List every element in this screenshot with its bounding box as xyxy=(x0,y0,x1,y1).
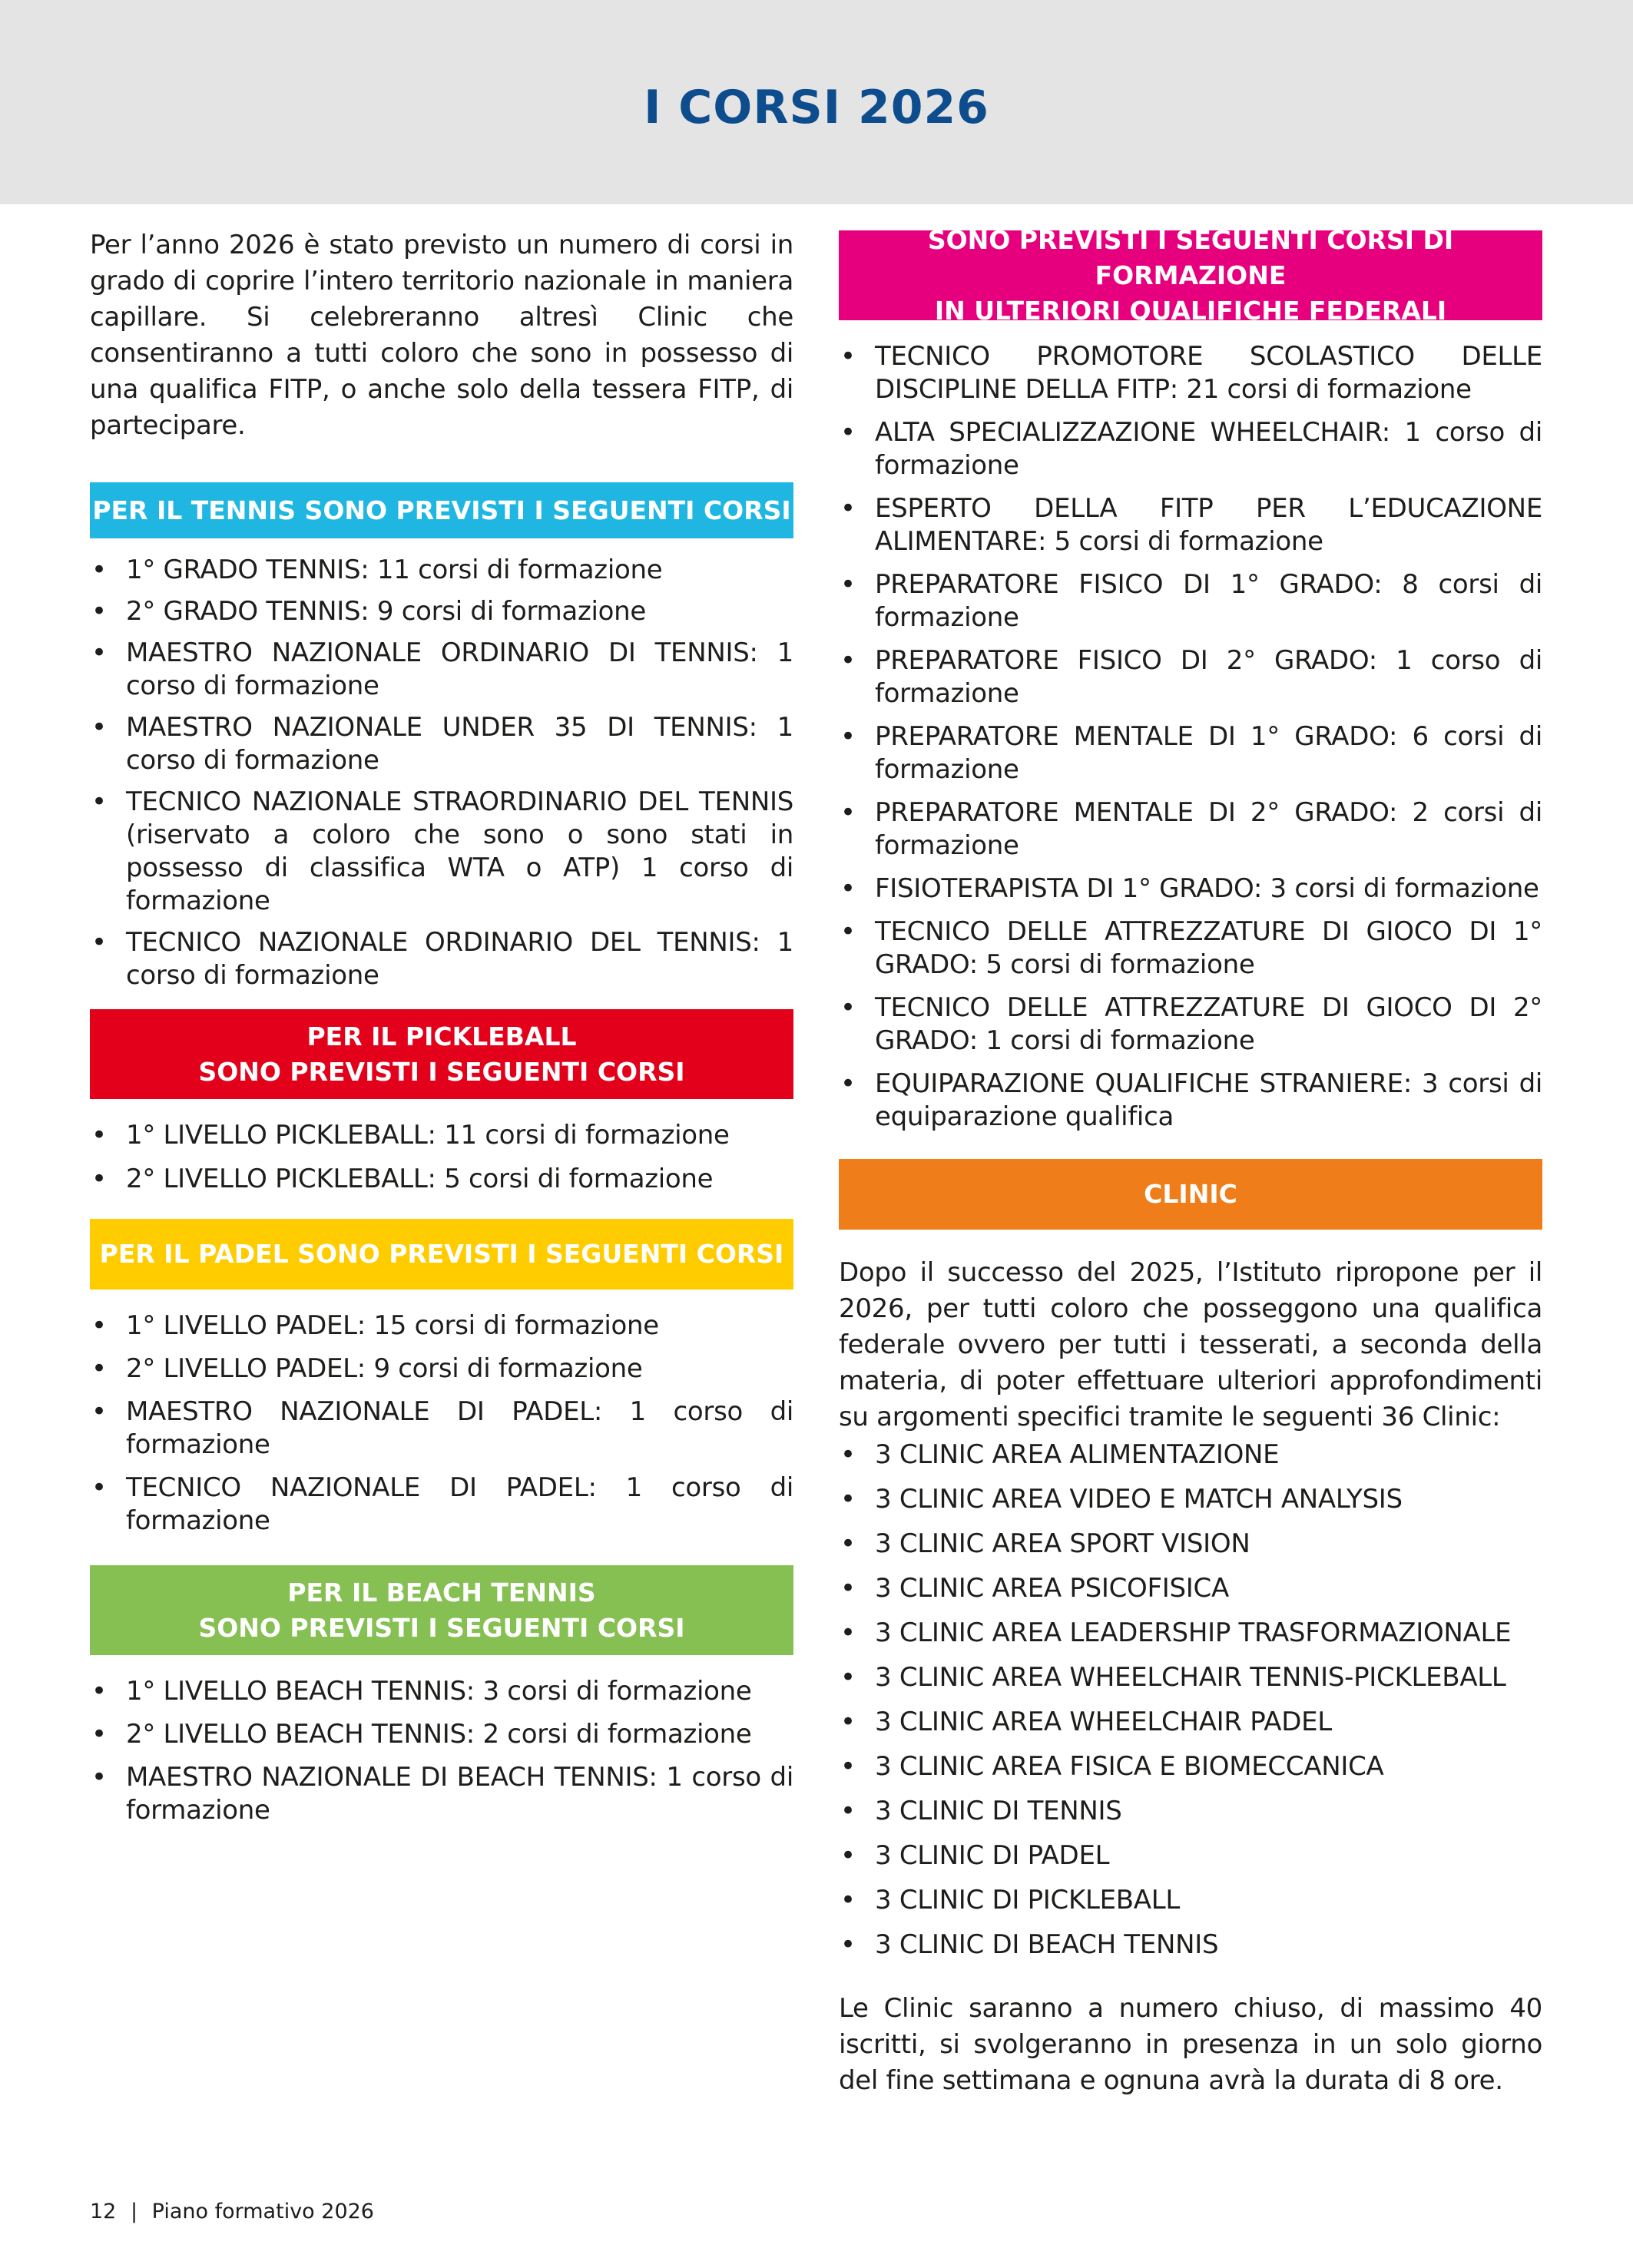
list-item-text: 3 CLINIC AREA PSICOFISICA xyxy=(875,1573,1229,1604)
bullet-icon: • xyxy=(91,596,107,627)
bullet-icon: • xyxy=(840,1617,856,1648)
bullet-icon: • xyxy=(840,916,856,947)
beach-tennis-heading-line2: SONO PREVISTI I SEGUENTI CORSI xyxy=(198,1612,685,1643)
bullet-icon: • xyxy=(91,1719,107,1750)
list-item-text: TECNICO NAZIONALE STRAORDINARIO DEL TENNIS (riservato a coloro che sono o sono stati in possesso di classifica WTA o ATP) 1 corso di formazione xyxy=(126,786,793,916)
list-item-text: 2° LIVELLO PADEL: 9 corsi di formazione xyxy=(126,1353,643,1384)
list-item-text: 3 CLINIC AREA SPORT VISION xyxy=(875,1528,1250,1559)
list-item xyxy=(839,644,1542,710)
bullet-icon: • xyxy=(840,493,856,524)
list-item xyxy=(839,340,1542,406)
list-item-text: TECNICO PROMOTORE SCOLASTICO DELLE DISCIPLINE DELLA FITP: 21 corsi di formazione xyxy=(875,341,1542,405)
tennis-heading xyxy=(90,482,793,538)
federali-heading-line1: SONO PREVISTI I SEGUENTI CORSI DI FORMAZIONE xyxy=(927,224,1454,290)
clinic-heading xyxy=(839,1159,1542,1230)
clinic-outro: Le Clinic saranno a numero chiuso, di massimo 40 iscritti, si svolgeranno in presenza in un solo giorno del fine settimana e ognuna avrà la durata di 8 ore. xyxy=(839,1993,1542,2096)
clinic-list xyxy=(839,1439,1542,1962)
list-item xyxy=(839,568,1542,634)
bullet-icon: • xyxy=(91,927,107,958)
bullet-icon: • xyxy=(840,873,856,904)
bullet-icon: • xyxy=(840,1751,856,1782)
list-item xyxy=(839,992,1542,1058)
list-item xyxy=(90,1353,793,1386)
list-item-text: MAESTRO NAZIONALE UNDER 35 DI TENNIS: 1 corso di formazione xyxy=(126,712,793,776)
list-item-text: 3 CLINIC AREA WHEELCHAIR TENNIS-PICKLEBALL xyxy=(875,1662,1506,1693)
bullet-icon: • xyxy=(840,1528,856,1559)
beach-tennis-heading xyxy=(90,1565,793,1655)
bullet-icon: • xyxy=(840,1068,856,1099)
list-item xyxy=(90,1761,793,1827)
pickleball-heading xyxy=(90,1009,793,1099)
list-item-text: PREPARATORE FISICO DI 1° GRADO: 8 corsi di formazione xyxy=(875,569,1542,633)
right-column xyxy=(839,224,1542,2099)
padel-heading xyxy=(90,1219,793,1290)
clinic-intro: Dopo il successo del 2025, l’Istituto ripropone per il 2026, per tutti coloro che posseggono una qualifica federale ovvero per tutti i tesserati, a seconda della materia, di poter effettuare ulteriori approfondimenti su argomenti specifici tramite le seguenti 36 Clinic: xyxy=(839,1257,1542,1432)
bullet-icon: • xyxy=(840,1796,856,1826)
document-title: Piano formativo 2026 xyxy=(151,2200,374,2223)
list-item xyxy=(839,1572,1542,1605)
list-item xyxy=(90,595,793,628)
bullet-icon: • xyxy=(91,1120,107,1151)
bullet-icon: • xyxy=(840,1929,856,1960)
intro-paragraph: Per l’anno 2026 è stato previsto un numero di corsi in grado di coprire l’intero territorio nazionale in maniera capillare. Si celebreranno altresì Clinic che consentiranno a tutti coloro che sono in possesso di una qualifica FITP, o anche solo della tessera FITP, di partecipare. xyxy=(90,230,793,441)
page-footer xyxy=(90,2197,374,2227)
bullet-icon: • xyxy=(840,1439,856,1470)
list-item-text: PREPARATORE FISICO DI 2° GRADO: 1 corso di formazione xyxy=(875,645,1542,709)
list-item xyxy=(839,1750,1542,1783)
beach-tennis-heading-line1: PER IL BEACH TENNIS xyxy=(287,1577,596,1607)
list-item xyxy=(90,1472,793,1538)
list-item xyxy=(839,1706,1542,1739)
list-item xyxy=(839,1528,1542,1561)
list-item-text: 3 CLINIC AREA FISICA E BIOMECCANICA xyxy=(875,1751,1384,1782)
list-item xyxy=(839,872,1542,906)
list-item-text: EQUIPARAZIONE QUALIFICHE STRANIERE: 3 corsi di equiparazione qualifica xyxy=(875,1068,1542,1132)
bullet-icon: • xyxy=(91,1353,107,1384)
list-item-text: TECNICO DELLE ATTREZZATURE DI GIOCO DI 2° GRADO: 1 corsi di formazione xyxy=(875,992,1542,1056)
bullet-icon: • xyxy=(91,637,107,668)
list-item xyxy=(90,554,793,587)
footer-separator: | xyxy=(130,2200,138,2223)
bullet-icon: • xyxy=(91,786,107,817)
list-item xyxy=(90,786,793,918)
clinic-heading-text: CLINIC xyxy=(1144,1179,1237,1209)
bullet-icon: • xyxy=(840,1707,856,1737)
bullet-icon: • xyxy=(91,555,107,585)
list-item xyxy=(90,926,793,992)
list-item-text: PREPARATORE MENTALE DI 1° GRADO: 6 corsi di formazione xyxy=(875,721,1542,785)
list-item xyxy=(839,1439,1542,1472)
bullet-icon: • xyxy=(840,1573,856,1604)
list-item xyxy=(90,1396,793,1462)
bullet-icon: • xyxy=(840,341,856,372)
bullet-icon: • xyxy=(91,1396,107,1427)
list-item-text: 1° LIVELLO PADEL: 15 corsi di formazione xyxy=(126,1310,659,1341)
list-item-text: 1° GRADO TENNIS: 11 corsi di formazione xyxy=(126,555,663,585)
page-header xyxy=(0,0,1633,204)
list-item xyxy=(839,1661,1542,1694)
bullet-icon: • xyxy=(91,1310,107,1341)
list-item-text: 2° LIVELLO PICKLEBALL: 5 corsi di formazione xyxy=(126,1164,714,1194)
bullet-icon: • xyxy=(840,1885,856,1915)
tennis-list xyxy=(90,554,793,992)
list-item-text: TECNICO NAZIONALE ORDINARIO DEL TENNIS: 1 corso di formazione xyxy=(126,927,793,991)
list-item-text: 3 CLINIC AREA LEADERSHIP TRASFORMAZIONALE xyxy=(875,1617,1512,1648)
list-item-text: 3 CLINIC DI PADEL xyxy=(875,1840,1110,1871)
list-item xyxy=(839,1483,1542,1516)
list-item xyxy=(839,1068,1542,1134)
list-item-text: 3 CLINIC DI BEACH TENNIS xyxy=(875,1929,1219,1960)
list-item-text: FISIOTERAPISTA DI 1° GRADO: 3 corsi di formazione xyxy=(875,873,1539,904)
page-number: 12 xyxy=(90,2200,117,2223)
bullet-icon: • xyxy=(840,1840,856,1871)
list-item-text: 3 CLINIC AREA ALIMENTAZIONE xyxy=(875,1439,1280,1470)
bullet-icon: • xyxy=(840,1662,856,1693)
list-item xyxy=(839,1929,1542,1962)
bullet-icon: • xyxy=(840,1484,856,1515)
bullet-icon: • xyxy=(91,712,107,743)
beach-tennis-list xyxy=(90,1675,793,1827)
list-item xyxy=(90,1119,793,1152)
bullet-icon: • xyxy=(840,797,856,828)
list-item xyxy=(90,1675,793,1708)
bullet-icon: • xyxy=(840,721,856,752)
federali-list xyxy=(839,340,1542,1134)
bullet-icon: • xyxy=(91,1472,107,1503)
list-item-text: 3 CLINIC AREA WHEELCHAIR PADEL xyxy=(875,1707,1332,1737)
list-item xyxy=(839,915,1542,982)
bullet-icon: • xyxy=(91,1164,107,1194)
federali-heading-line2: IN ULTERIORI QUALIFICHE FEDERALI xyxy=(934,295,1447,326)
list-item xyxy=(839,796,1542,863)
list-item-text: PREPARATORE MENTALE DI 2° GRADO: 2 corsi di formazione xyxy=(875,797,1542,861)
list-item-text: TECNICO DELLE ATTREZZATURE DI GIOCO DI 1° GRADO: 5 corsi di formazione xyxy=(875,916,1542,980)
bullet-icon: • xyxy=(91,1762,107,1793)
list-item xyxy=(90,711,793,777)
list-item xyxy=(839,1839,1542,1872)
pickleball-heading-line2: SONO PREVISTI I SEGUENTI CORSI xyxy=(198,1056,685,1087)
pickleball-heading-line1: PER IL PICKLEBALL xyxy=(306,1021,577,1051)
list-item-text: ESPERTO DELLA FITP PER L’EDUCAZIONE ALIMENTARE: 5 corsi di formazione xyxy=(875,493,1542,557)
bullet-icon: • xyxy=(91,1676,107,1707)
bullet-icon: • xyxy=(840,992,856,1023)
list-item xyxy=(839,492,1542,558)
list-item-text: 3 CLINIC DI TENNIS xyxy=(875,1796,1122,1826)
list-item-text: ALTA SPECIALIZZAZIONE WHEELCHAIR: 1 corso di formazione xyxy=(875,417,1542,481)
list-item xyxy=(839,1884,1542,1917)
pickleball-list xyxy=(90,1119,793,1196)
bullet-icon: • xyxy=(840,569,856,600)
list-item xyxy=(839,1617,1542,1650)
list-item-text: 2° LIVELLO BEACH TENNIS: 2 corsi di formazione xyxy=(126,1719,752,1750)
list-item xyxy=(90,637,793,703)
list-item-text: TECNICO NAZIONALE DI PADEL: 1 corso di formazione xyxy=(126,1472,793,1536)
list-item-text: 3 CLINIC AREA VIDEO E MATCH ANALYSIS xyxy=(875,1484,1403,1515)
list-item-text: 1° LIVELLO BEACH TENNIS: 3 corsi di formazione xyxy=(126,1676,752,1707)
bullet-icon: • xyxy=(840,645,856,676)
list-item-text: 2° GRADO TENNIS: 9 corsi di formazione xyxy=(126,596,647,627)
list-item-text: MAESTRO NAZIONALE DI BEACH TENNIS: 1 corso di formazione xyxy=(126,1762,793,1826)
list-item xyxy=(90,1163,793,1196)
list-item xyxy=(839,720,1542,786)
list-item-text: MAESTRO NAZIONALE ORDINARIO DI TENNIS: 1 corso di formazione xyxy=(126,637,793,701)
federali-heading xyxy=(839,224,1542,326)
bullet-icon: • xyxy=(840,417,856,448)
list-item-text: 1° LIVELLO PICKLEBALL: 11 corsi di formazione xyxy=(126,1120,730,1151)
list-item xyxy=(90,1309,793,1343)
tennis-heading-text: PER IL TENNIS SONO PREVISTI I SEGUENTI CORSI xyxy=(92,495,791,525)
list-item xyxy=(839,1795,1542,1828)
left-column xyxy=(90,227,793,1827)
padel-heading-text: PER IL PADEL SONO PREVISTI I SEGUENTI CORSI xyxy=(99,1239,784,1269)
list-item-text: 3 CLINIC DI PICKLEBALL xyxy=(875,1885,1181,1915)
list-item xyxy=(90,1718,793,1751)
padel-list xyxy=(90,1309,793,1538)
list-item-text: MAESTRO NAZIONALE DI PADEL: 1 corso di formazione xyxy=(126,1396,793,1460)
list-item xyxy=(839,416,1542,482)
page-title: I CORSI 2026 xyxy=(644,81,989,134)
